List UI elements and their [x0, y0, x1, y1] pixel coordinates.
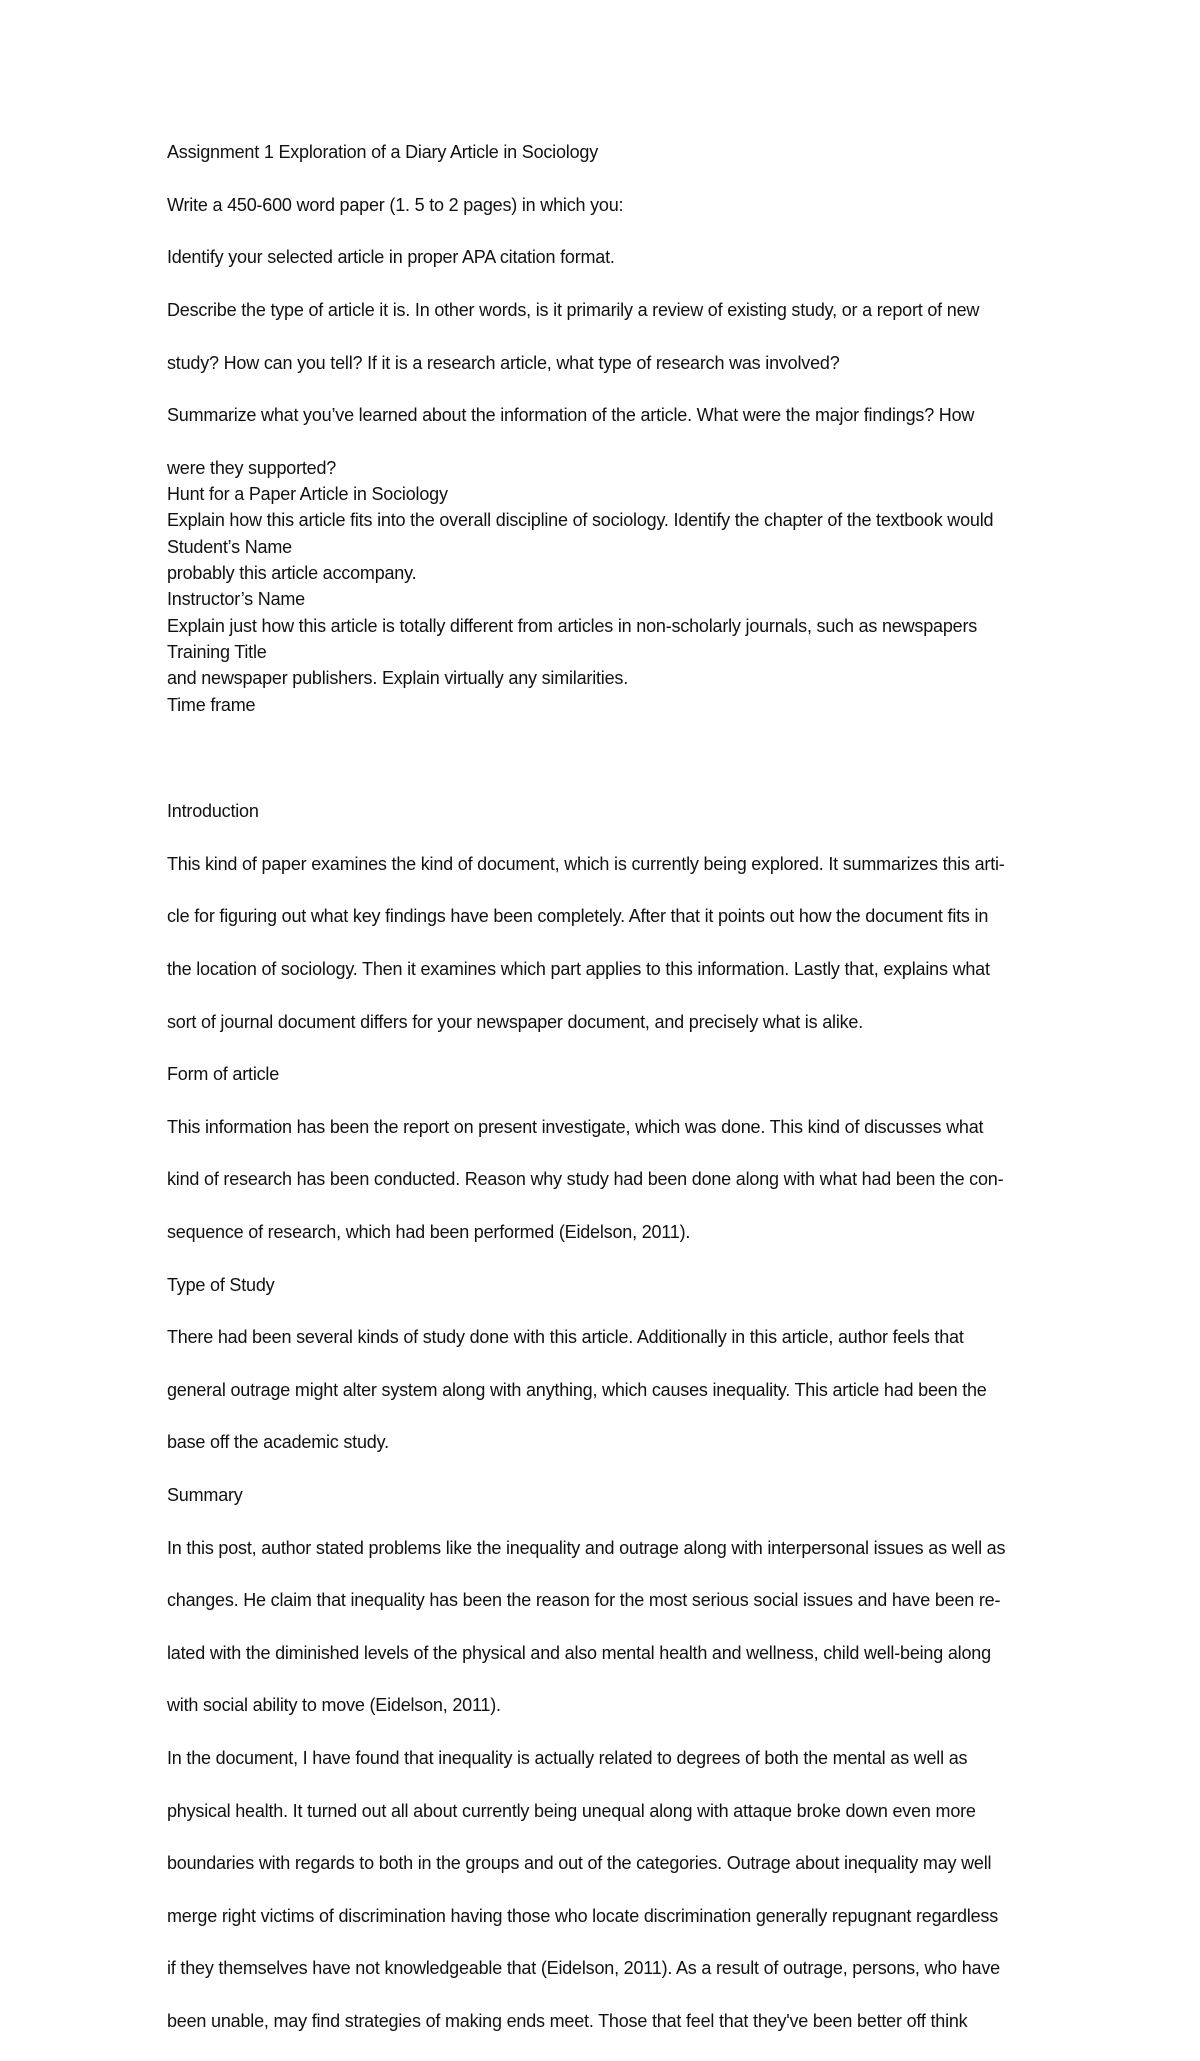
assignment-title: Assignment 1 Exploration of a Diary Article in Sociology — [167, 142, 599, 163]
body-line: sort of journal document differs for your newspaper document, and precisely what is alike. — [167, 1011, 864, 1032]
assignment-line: Write a 450-600 word paper (1. 5 to 2 pages) in which you: — [167, 194, 624, 215]
body-line: if they themselves have not knowledgeable that (Eidelson, 2011). As a result of outrage, persons, who have — [167, 1958, 1000, 1979]
body-line: There had been several kinds of study done with this article. Additionally in this article, author feels that — [167, 1327, 964, 1348]
heading-summary: Summary — [167, 1485, 243, 1506]
heading-type-of-study: Type of Study — [167, 1274, 275, 1295]
body-line: base off the academic study. — [167, 1432, 389, 1453]
assignment-line: Explain just how this article is totally different from articles in non-scholarly journals, such as newspapers — [167, 615, 978, 636]
heading-form-of-article: Form of article — [167, 1064, 280, 1085]
body-line: sequence of research, which had been performed (Eidelson, 2011). — [167, 1222, 691, 1243]
assignment-line: Explain how this article fits into the overall discipline of sociology. Identify the chapter of the textbook would — [167, 510, 994, 531]
assignment-line: probably this article accompany. — [167, 563, 417, 584]
assignment-line: and newspaper publishers. Explain virtually any similarities. — [167, 668, 629, 689]
paper-body — [167, 772, 1127, 2061]
assignment-line: Identify your selected article in proper APA citation format. — [167, 247, 615, 268]
cover-info — [167, 455, 1127, 744]
instructor-name: Instructor’s Name — [167, 589, 305, 610]
body-line: lated with the diminished levels of the physical and also mental health and wellness, child well-being along — [167, 1642, 991, 1663]
student-name: Student’s Name — [167, 536, 292, 557]
body-line: the location of sociology. Then it examines which part applies to this information. Lastly that, explains what — [167, 959, 990, 980]
body-line: cle for figuring out what key findings have been completely. After that it points out how the document fits in — [167, 906, 989, 927]
body-line: boundaries with regards to both in the groups and out of the categories. Outrage about inequality may well — [167, 1853, 992, 1874]
body-line: This information has been the report on present investigate, which was done. This kind of discusses what — [167, 1116, 984, 1137]
body-line: changes. He claim that inequality has been the reason for the most serious social issues and have been re- — [167, 1590, 1001, 1611]
body-line: with social ability to move (Eidelson, 2011). — [167, 1695, 501, 1716]
body-line: In this post, author stated problems like the inequality and outrage along with interpersonal issues as well as — [167, 1537, 1006, 1558]
body-line: physical health. It turned out all about currently being unequal along with attaque broke down even more — [167, 1800, 976, 1821]
body-line: kind of research has been conducted. Reason why study had been done along with what had been the con- — [167, 1169, 1004, 1190]
body-line: merge right victims of discrimination having those who locate discrimination generally repugnant regardless — [167, 1905, 999, 1926]
body-line: In the document, I have found that inequality is actually related to degrees of both the mental as well as — [167, 1747, 968, 1768]
assignment-line: were they supported? — [167, 457, 337, 478]
body-line: This kind of paper examines the kind of document, which is currently being explored. It summarizes this arti- — [167, 853, 1005, 874]
body-line: been unable, may find strategies of making ends meet. Those that feel that they've been better off think — [167, 2010, 968, 2031]
assignment-line: Summarize what you’ve learned about the information of the article. What were the major findings? How — [167, 405, 975, 426]
assignment-line: study? How can you tell? If it is a research article, what type of research was involved? — [167, 352, 840, 373]
paper-title: Hunt for a Paper Article in Sociology — [167, 484, 448, 505]
body-line: general outrage might alter system along with anything, which causes inequality. This article had been the — [167, 1379, 987, 1400]
date: Time frame — [167, 694, 256, 715]
heading-introduction: Introduction — [167, 801, 259, 822]
assignment-line: Describe the type of article it is. In other words, is it primarily a review of existing study, or a report of new — [167, 300, 980, 321]
course-title: Training Title — [167, 642, 267, 663]
